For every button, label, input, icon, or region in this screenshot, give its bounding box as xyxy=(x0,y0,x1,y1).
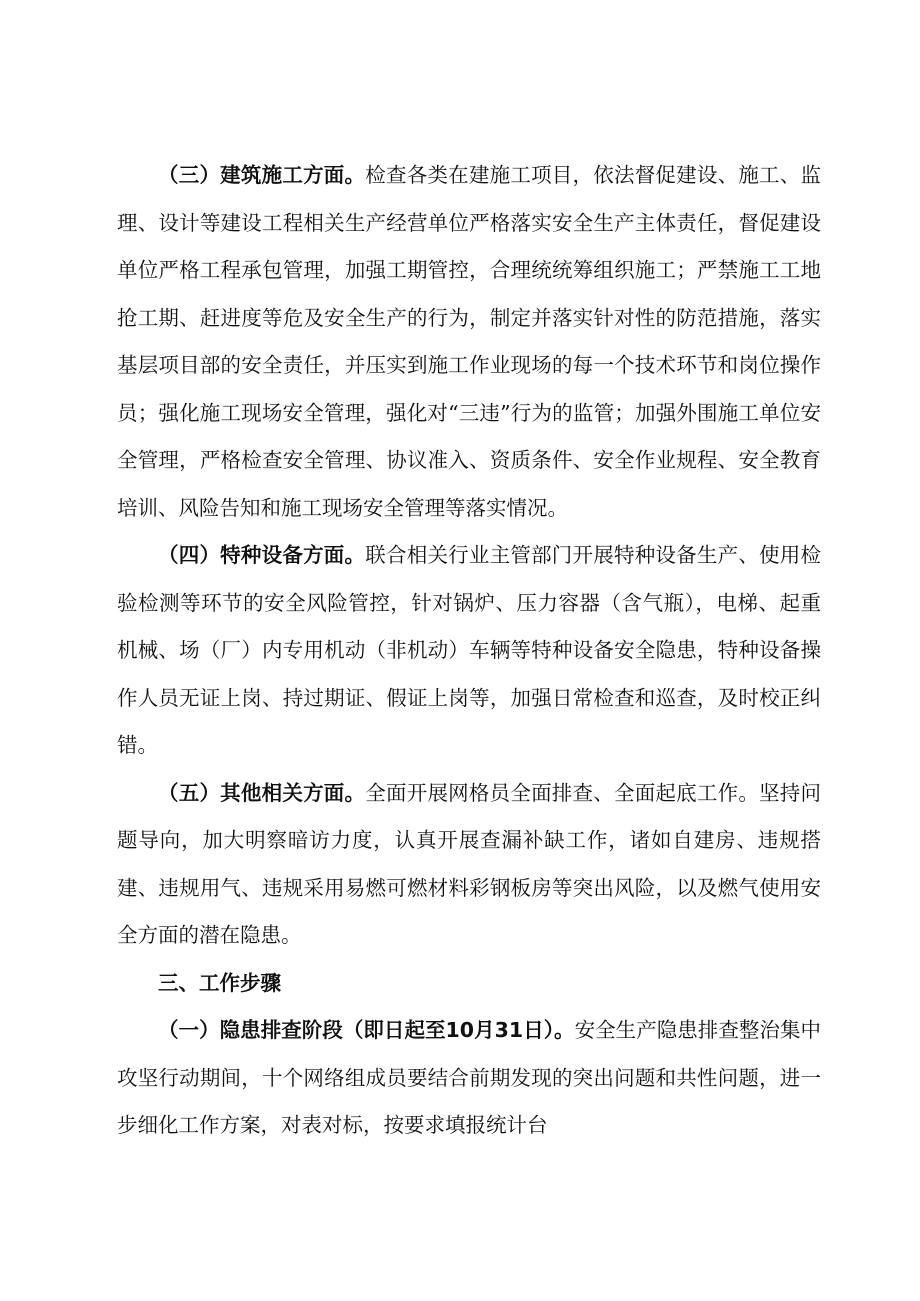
section-heading: 三、工作步骤 xyxy=(158,970,281,995)
paragraph-other xyxy=(117,770,821,960)
paragraph-text: 全面开展网格员全面排查、全面起底工作。坚持问题导向，加大明察暗访力度，认真开展查漏补缺工作，诸如自建房、违规搭建、违规用气、违规采用易燃可燃材料彩钢板房等突出风险，以及燃气使用安全方面的潜在隐患。 xyxy=(117,780,822,947)
paragraph-lead: （五）其他相关方面。 xyxy=(158,780,366,805)
paragraph-construction xyxy=(117,152,821,532)
paragraph-text: 检查各类在建施工项目，依法督促建设、施工、监理、设计等建设工程相关生产经营单位严格落实安全生产主体责任，督促建设单位严格工程承包管理，加强工期管控，合理统统筹组织施工；严禁施工工地抢工期、赶进度等危及安全生产的行为，制定并落实针对性的防范措施，落实基层项目部的安全责任，并压实到施工作业现场的每一个技术环节和岗位操作员；强化施工现场安全管理，强化对“三违”行为的监管；加强外围施工单位安全管理，严格检查安全管理、协议准入、资质条件、安全作业规程、安全教育培训、风险告知和施工现场安全管理等落实情况。 xyxy=(117,163,822,520)
paragraph-text: 联合相关行业主管部门开展特种设备生产、使用检验检测等环节的安全风险管控，针对锅炉、压力容器（含气瓶），电梯、起重机械、场（厂）内专用机动（非机动）车辆等特种设备安全隐患，特种设备操作人员无证上岗、持过期证、假证上岗等，加强日常检查和巡查，及时校正纠错。 xyxy=(117,543,822,757)
paragraph-lead: （三）建筑施工方面。 xyxy=(158,163,366,187)
paragraph-text: 安全生产隐患排查整治集中攻坚行动期间，十个网络组成员要结合前期发现的突出问题和共性问题，进一步细化工作方案，对表对标，按要求填报统计台 xyxy=(117,1018,821,1137)
paragraph-step-one xyxy=(117,1007,821,1150)
paragraph-lead: （一）隐患排查阶段（即日起至10月31日）。 xyxy=(158,1018,575,1042)
document-body xyxy=(117,152,821,1150)
paragraph-special-equipment xyxy=(117,532,821,770)
paragraph-lead: （四）特种设备方面。 xyxy=(158,543,366,567)
